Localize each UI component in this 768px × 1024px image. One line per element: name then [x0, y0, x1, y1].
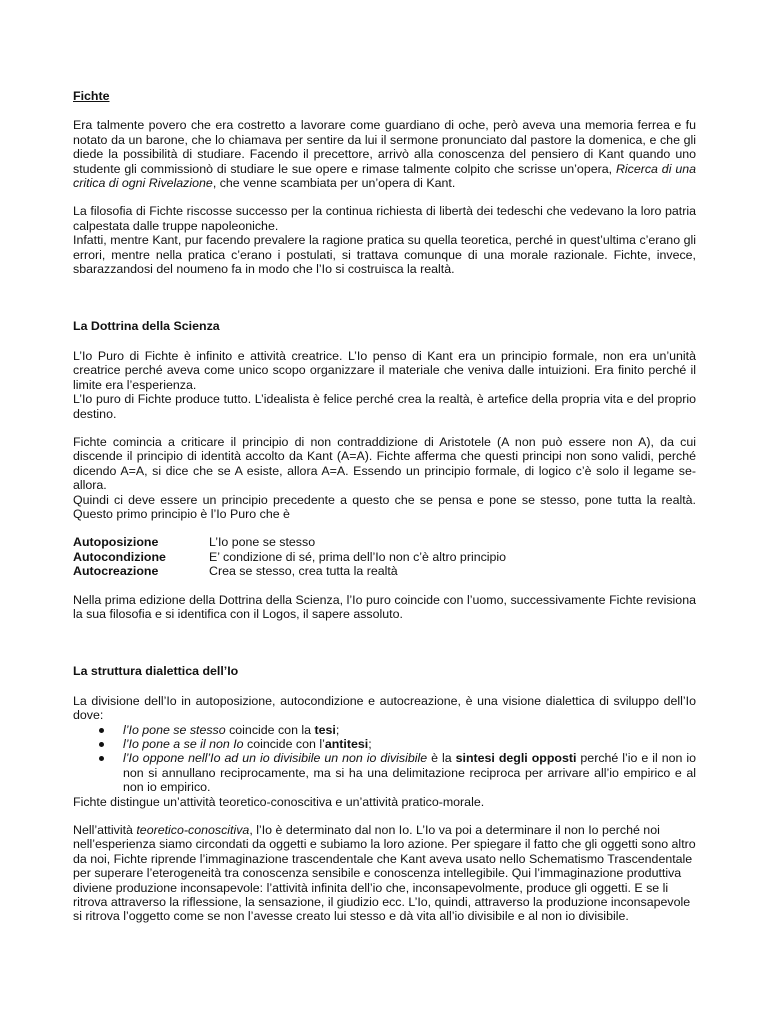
definition-row	[73, 564, 696, 578]
paragraph-divisione-io: La divisione dell’Io in autoposizione, autocondizione e autocreazione, è una visione dialettica di sviluppo dell’Io dove:	[73, 693, 696, 723]
text-run: , che venne scambiata per un’opera di Kant.	[212, 176, 456, 191]
section-title-struttura: La struttura dialettica dell’Io	[73, 664, 239, 679]
text-run: ;	[335, 722, 340, 737]
paragraph-attivita-teoretica	[73, 823, 696, 924]
section-title-fichte: Fichte	[73, 89, 110, 103]
text-run: ;	[368, 737, 372, 751]
definition-term: Autocreazione	[73, 564, 159, 579]
definitions-table	[73, 535, 696, 578]
definition-term: Autocondizione	[73, 549, 166, 564]
text-run: coincide con l’	[243, 737, 325, 751]
list-item	[123, 751, 696, 794]
list-item-italic: l’Io pone se stesso	[123, 722, 226, 737]
italic-term: teoretico-conoscitiva	[136, 823, 250, 838]
paragraph-fichte-kant-comparison: Infatti, mentre Kant, pur facendo prevalere la ragione pratica su quella teoretica, perché in quest’ultima c’erano gli errori, mentre nella pratica c’erano i postulati, si trattava comunque di una morale razionale. Fichte, invece, sbarazzandosi del noumeno fa in modo che l’Io si costruisca la realtà.	[73, 233, 696, 277]
paragraph-fichte-success: La filosofia di Fichte riscosse successo per la continua richiesta di libertà dei tedeschi che vedevano la loro patria calpestata dalle truppe napoleoniche.	[73, 204, 696, 233]
text-run: Nell’attività	[73, 823, 137, 838]
text-run: è la	[427, 751, 456, 766]
paragraph-non-contraddizione: Fichte comincia a criticare il principio di non contraddizione di Aristotele (A non può essere non A), da cui discende il principio di identità accolto da Kant (A=A). Fichte afferma che questi principi non sono validi, perché dicendo A=A, si dice che se A esiste, allora A=A. Essendo un principio formale, di logico c’è solo il legame se-allora.	[73, 434, 696, 493]
text-run: , l’Io è determinato dal non Io. L’Io va poi a determinare il non Io perché noi nell’esperienza siamo circondati da oggetti e subiamo la loro azione. Per spiegare il fatto che gli oggetti sono altro da noi, Fichte riprende l’immaginazione trascendentale che Kant aveva usato nello Schematismo Trascendentale per superare l’eterogeneità tra conoscenza sensibile e conoscenza intellegibile. Qui l’immaginazione produttiva diviene produzione inconsapevole: l’attività infinita dell’io che, inconsapevolmente, produce gli oggetti. E se li ritrova attraverso la riflessione, la sensazione, il giudizio ecc. L’Io, quindi, attraverso la produzione inconsapevole si ritrova l’oggetto come se non l’avesse creato lui stesso e dà vita all’io divisibile e al non io divisibile.	[73, 823, 696, 924]
list-item-bold: tesi	[314, 722, 336, 737]
definition-description: L’Io pone se stesso	[209, 535, 316, 550]
paragraph-logos: Nella prima edizione della Dottrina della Scienza, l’Io puro coincide con l’uomo, successivamente Fichte revisiona la sua filosofia e si identifica con il Logos, il sapere assoluto.	[73, 592, 696, 621]
text-run: coincide con la	[225, 722, 315, 737]
paragraph-due-attivita: Fichte distingue un’attività teoretico-conoscitiva e un’attività pratico-morale.	[73, 794, 485, 809]
list-item-italic: l’Io oppone nell’Io ad un io divisibile un non io divisibile	[123, 751, 428, 766]
text-run: Era talmente povero che era costretto a lavorare come guardiano di oche, però aveva una memoria ferrea e fu notato da un barone, che lo chiamava per sentire da lui il sermone pronunciato dal pastore la domenica, e che gli diede la possibilità di studiare. Facendo il precettore, arrivò alla conoscenza del pensiero di Kant quando uno studente gli commissionò di studiare le sue opere e rimase talmente colpito che scrisse un’opera,	[73, 118, 696, 176]
dialectic-list	[73, 723, 696, 795]
list-item-italic: l’Io pone a se il non Io	[123, 737, 244, 751]
definition-description: E’ condizione di sé, prima dell’Io non c’è altro principio	[209, 549, 507, 564]
paragraph-fichte-biography	[73, 118, 696, 190]
paragraph-primo-principio: Quindi ci deve essere un principio precedente a questo che se pensa e pone se stesso, pone tutta la realtà. Questo primo principio è l’Io Puro che è	[73, 492, 696, 521]
list-item-bold: antitesi	[324, 737, 369, 751]
definition-description: Crea se stesso, crea tutta la realtà	[209, 564, 398, 579]
section-title-dottrina: La Dottrina della Scienza	[73, 319, 220, 334]
definition-term: Autoposizione	[73, 535, 159, 550]
text-run: perché l’io e il non io non si annullano reciprocamente, ma si ha una delimitazione reciproca per arrivare all’io empirico e al non io empirico.	[123, 751, 696, 795]
paragraph-io-puro: L’Io Puro di Fichte è infinito e attività creatrice. L’Io penso di Kant era un principio formale, non era un’unità creatrice perché aveva come unico scopo organizzare il materiale che veniva dalle intuizioni. Era finito perché il limite era l’esperienza.	[73, 348, 696, 392]
definition-row	[73, 535, 696, 549]
definition-row	[73, 550, 696, 564]
book-title-italic: Ricerca di una critica di ogni Rivelazione	[73, 161, 696, 191]
paragraph-io-produce: L’Io puro di Fichte produce tutto. L’idealista è felice perché crea la realtà, è artefice della propria vita e del proprio destino.	[73, 392, 696, 421]
list-item	[123, 737, 696, 751]
list-item	[123, 723, 696, 737]
list-item-bold: sintesi degli opposti	[455, 751, 577, 766]
